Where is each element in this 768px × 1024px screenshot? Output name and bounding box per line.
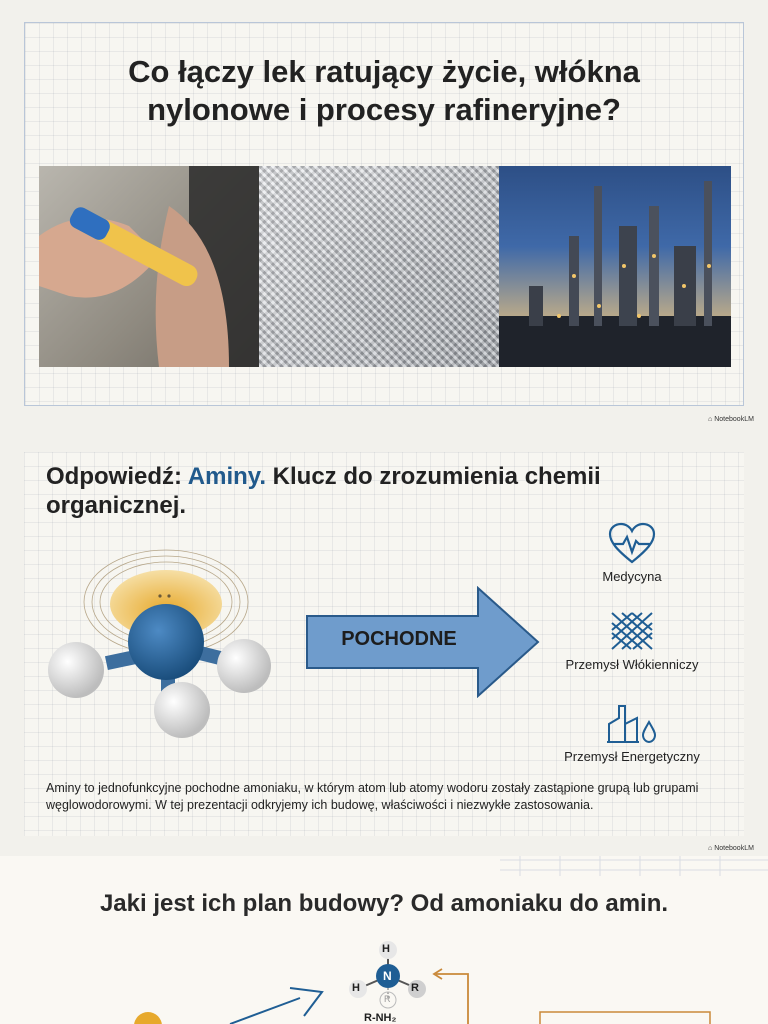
r-group-label: R [411,982,419,994]
factory-drop-icon [605,702,659,746]
notebooklm-icon: ⌂ [708,416,713,423]
title-line-1: Co łączy lek ratujący życie, włókna [128,54,640,89]
application-textile [532,608,732,672]
hydrogen-atom-label-left: H [352,982,360,994]
application-label: Medycyna [602,569,662,584]
arrow-label: POCHODNE [341,628,457,650]
amine-structure [340,938,440,1024]
nylon-fabric-photo [259,166,499,367]
slide-2 [24,452,744,836]
notebooklm-watermark-2: ⌂ NotebookLM [708,845,754,852]
slide-1-title [25,53,743,129]
application-label: Przemysł Włókienniczy [565,657,699,672]
amine-formula: R-NH₂ [364,1012,397,1024]
r-group-faded-label: R [384,994,391,1004]
title-line-2: nylonowe i procesy rafineryjne? [147,92,621,127]
notebooklm-watermark: ⌂ NotebookLM [708,416,754,423]
ammonia-molecule-illustration [46,542,276,742]
hydrogen-atom-label: H [382,943,390,955]
slide-2-title: Odpowiedź: Aminy. Klucz do zrozumienia chemii organicznej. [46,463,601,519]
notebooklm-icon: ⌂ [708,845,713,852]
fabric-weave-icon [607,608,657,654]
application-medicine [532,522,732,584]
application-label: Przemysł Energetyczny [564,749,700,764]
heart-pulse-icon [607,522,657,566]
slide-1 [24,22,744,406]
derivatives-arrow [306,586,542,698]
slide-2-description: Aminy to jednofunkcyjne pochodne amoniaku, w którym atom lub atomy wodoru zostały zastąpione grupą lub grupami węglowodorowymi. W tej prezentacji odkryjemy ich budowę, właściwości i niezwykłe zastosowania. [46,781,699,812]
slide-3 [0,856,768,1024]
application-energy [532,702,732,764]
refinery-photo [499,166,731,367]
nitrogen-atom-label: N [383,969,392,983]
slide-3-title: Jaki jest ich plan budowy? Od amoniaku do amin. [99,890,669,917]
title-accent: Aminy. [187,463,266,490]
hero-image [39,166,731,367]
autoinjector-photo [39,166,259,367]
